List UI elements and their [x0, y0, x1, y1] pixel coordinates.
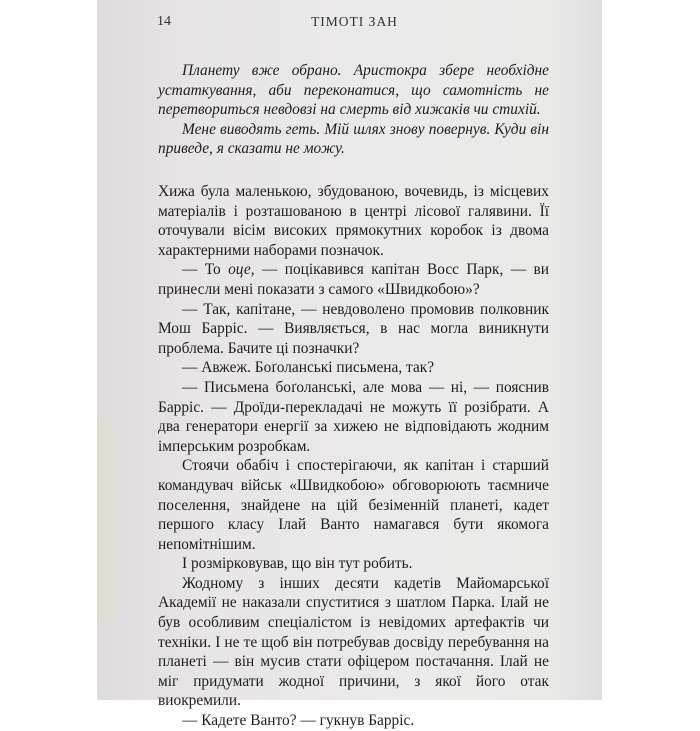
epigraph-paragraph: Мене виводять геть. Мій шлях знову повернув. Куди він приведе, я сказати не можу. — [158, 120, 549, 158]
emphasis: оце, — [228, 261, 255, 279]
book-page — [97, 0, 602, 730]
chapter-body — [158, 182, 549, 731]
paragraph: — Кадете Ванто? — гукнув Барріс. — [182, 712, 415, 730]
running-head-author: ТІМОТІ ЗАН — [311, 14, 398, 29]
epigraph — [158, 61, 549, 159]
running-head — [97, 14, 602, 34]
paragraph — [158, 260, 549, 299]
paragraph: Хижа була маленькою, збудованою, вочевидь, із місцевих матеріалів і розташованою в центрі лісової галявини. Її оточували вісім високих прямокутних коробок із двома характерними наборами позначок. — [158, 183, 549, 259]
paragraph: — Письмена боґоланські, але мова — ні, — пояснив Барріс. — Дроїди-перекладачі не можуть її розібрати. А два генератори енергії за хижею не відповідають жодним імперським розробкам. — [158, 378, 549, 455]
dialogue-dash: — То — [182, 261, 229, 279]
paragraph: Стоячи обабіч і спостерігаючи, як капітан і старший командувач військ «Швидкобою» обговорюють таємниче поселення, знайдене на цій безіменній планеті, кадет першого класу Ілай Ванто намагався бути якомога непомітнішим. — [158, 457, 549, 553]
epigraph-paragraph: Планету вже обрано. Аристокра збере необхідне устаткування, аби переконатися, що самотність не перетвориться невдовзі на смерть від хижаків чи стихій. — [158, 62, 549, 119]
paragraph: І розмірковував, що він тут робить. — [182, 555, 413, 573]
paragraph: — Так, капітане, — невдоволено промовив полковник Мош Барріс. — Виявляється, в нас могла виникнути проблема. Бачите ці позначки? — [158, 300, 549, 357]
paragraph: — Авжеж. Боґоланські письмена, так? — [182, 359, 435, 377]
paragraph: Жодному з інших десяти кадетів Майомарської Академії не наказали спуститися з шатлом Парка. Ілай не був особливим спеціалістом із невідомих артефактів чи техніки. І не те щоб він потребував досвіду перебування на планеті — він мусив стати офіцером постачання. Ілай не міг придумати жодної причини, з якої його отак виокремили. — [158, 574, 549, 710]
paragraph-rest: — поцікавився капітан Восс Парк, — ви принесли мені показати з самого «Швидкобою»? — [158, 261, 549, 298]
page-number: 14 — [157, 14, 171, 29]
